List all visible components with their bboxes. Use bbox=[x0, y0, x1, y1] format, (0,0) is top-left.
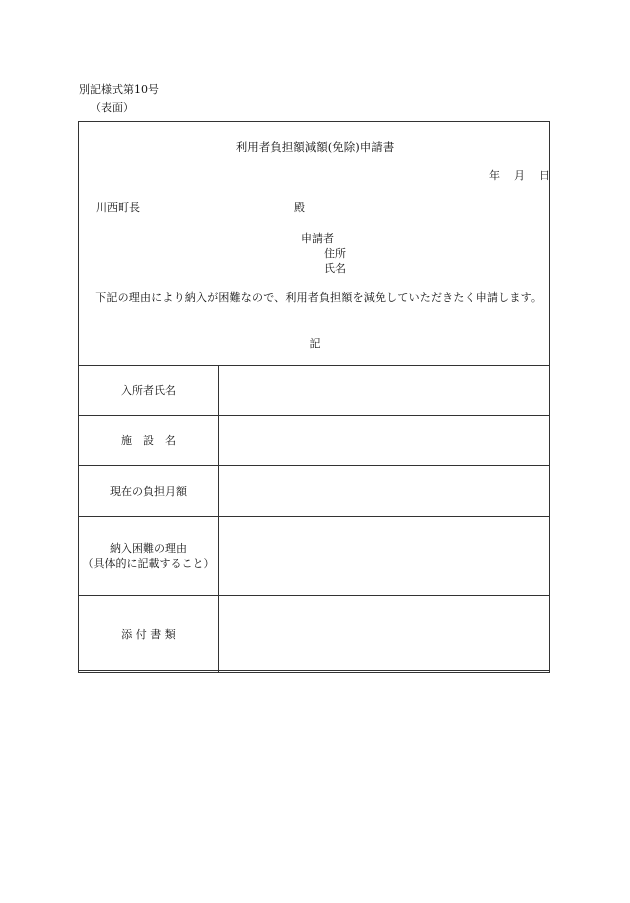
current-monthly-charge-field[interactable] bbox=[219, 466, 550, 517]
attachments-field[interactable] bbox=[219, 596, 550, 673]
resident-name-field[interactable] bbox=[219, 366, 550, 416]
addressee: 川西町長 bbox=[96, 201, 140, 214]
honorific: 殿 bbox=[294, 201, 305, 214]
table-row bbox=[79, 416, 550, 466]
month-label: 月 bbox=[514, 169, 525, 182]
table-row bbox=[79, 466, 550, 517]
difficulty-reason-field[interactable] bbox=[219, 517, 550, 596]
table-row bbox=[79, 366, 550, 416]
table-row bbox=[79, 596, 550, 673]
form-title: 利用者負担額減額(免除)申請書 bbox=[235, 140, 395, 154]
ki-heading: 記 bbox=[309, 337, 321, 350]
difficulty-reason-label bbox=[79, 517, 219, 596]
facility-name-field[interactable] bbox=[219, 416, 550, 466]
form-number-label: 別記様式第10号 bbox=[79, 83, 159, 96]
date-line bbox=[475, 167, 550, 183]
request-body-text: 下記の理由により納入が困難なので、利用者負担額を減免していただきたく申請します。 bbox=[84, 291, 543, 304]
applicant-label: 申請者 bbox=[301, 232, 334, 245]
application-form bbox=[78, 121, 550, 671]
resident-name-label: 入所者氏名 bbox=[79, 366, 219, 416]
detail-table bbox=[78, 365, 550, 673]
name-label: 氏名 bbox=[324, 262, 346, 275]
current-monthly-charge-label: 現在の負担月額 bbox=[79, 466, 219, 517]
address-label: 住所 bbox=[324, 247, 346, 260]
side-label: （表面） bbox=[90, 101, 134, 114]
attachments-label: 添 付 書 類 bbox=[79, 596, 219, 673]
difficulty-reason-label-line2: （具体的に記載すること） bbox=[82, 557, 215, 570]
day-label: 日 bbox=[539, 169, 550, 182]
facility-name-label: 施 設 名 bbox=[79, 416, 219, 466]
difficulty-reason-label-line1: 納入困難の理由 bbox=[110, 542, 187, 555]
year-label: 年 bbox=[489, 169, 500, 182]
table-row bbox=[79, 517, 550, 596]
